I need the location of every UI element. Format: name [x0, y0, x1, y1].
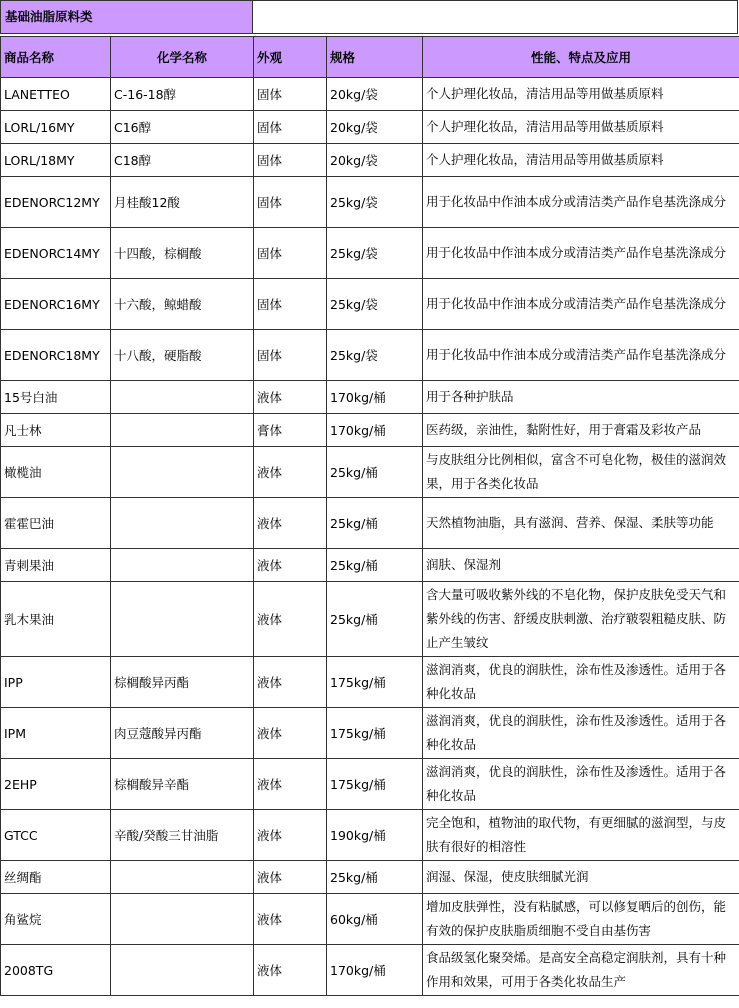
- cell-chem: C18醇: [111, 144, 254, 177]
- table-row: [1, 177, 739, 228]
- cell-chem: 十四酸，棕榈酸: [111, 228, 254, 279]
- cell-desc: 滋润消爽，优良的润肤性，涂布性及渗透性。适用于各种化妆品: [423, 708, 739, 759]
- cell-desc: 滋润消爽，优良的润肤性，涂布性及渗透性。适用于各种化妆品: [423, 759, 739, 810]
- cell-name: 乳木果油: [1, 582, 111, 657]
- table-row: [1, 447, 739, 498]
- cell-name: 丝绸酯: [1, 861, 111, 894]
- cell-desc: 与皮肤组分比例相似，富含不可皂化物，极佳的滋润效果，用于各类化妆品: [423, 447, 739, 498]
- cell-desc: 润肤、保湿剂: [423, 549, 739, 582]
- table-row: [1, 945, 739, 996]
- cell-desc: 用于化妆品中作油本成分或清洁类产品作皂基洗涤成分: [423, 177, 739, 228]
- cell-spec: 60kg/桶: [327, 894, 423, 945]
- cell-chem: 棕榈酸异丙酯: [111, 657, 254, 708]
- cell-name: 橄榄油: [1, 447, 111, 498]
- header-name: 商品名称: [1, 37, 111, 78]
- cell-look: 固体: [254, 228, 327, 279]
- cell-spec: 25kg/桶: [327, 549, 423, 582]
- cell-desc: 完全饱和，植物油的取代物，有更细腻的滋润型，与皮肤有很好的相溶性: [423, 810, 739, 861]
- cell-spec: 25kg/袋: [327, 330, 423, 381]
- cell-look: 膏体: [254, 414, 327, 447]
- header-desc: 性能、特点及应用: [423, 37, 739, 78]
- cell-look: 固体: [254, 279, 327, 330]
- cell-look: 固体: [254, 330, 327, 381]
- header-chem: 化学名称: [111, 37, 254, 78]
- cell-look: 液体: [254, 582, 327, 657]
- cell-chem: [111, 498, 254, 549]
- cell-name: 角鲨烷: [1, 894, 111, 945]
- cell-chem: 十八酸，硬脂酸: [111, 330, 254, 381]
- table-row: [1, 810, 739, 861]
- cell-desc: 用于化妆品中作油本成分或清洁类产品作皂基洗涤成分: [423, 279, 739, 330]
- cell-desc: 用于各种护肤品: [423, 381, 739, 414]
- table-row: [1, 582, 739, 657]
- table-row: [1, 78, 739, 111]
- table-row: [1, 708, 739, 759]
- cell-name: LORL/18MY: [1, 144, 111, 177]
- cell-spec: 175kg/桶: [327, 657, 423, 708]
- table-row: [1, 144, 739, 177]
- cell-name: IPP: [1, 657, 111, 708]
- cell-name: 凡士林: [1, 414, 111, 447]
- cell-name: 15号白油: [1, 381, 111, 414]
- cell-spec: 25kg/袋: [327, 228, 423, 279]
- cell-name: LANETTEO: [1, 78, 111, 111]
- cell-desc: 增加皮肤弹性，没有粘腻感，可以修复晒后的创伤，能有效的保护皮肤脂质细胞不受自由基伤害: [423, 894, 739, 945]
- cell-spec: 170kg/桶: [327, 945, 423, 996]
- table-row: [1, 861, 739, 894]
- cell-name: EDENORC18MY: [1, 330, 111, 381]
- cell-name: LORL/16MY: [1, 111, 111, 144]
- cell-name: 霍霍巴油: [1, 498, 111, 549]
- cell-chem: [111, 861, 254, 894]
- table-row: [1, 330, 739, 381]
- cell-chem: 棕榈酸异辛酯: [111, 759, 254, 810]
- cell-look: 液体: [254, 810, 327, 861]
- table-row: [1, 111, 739, 144]
- cell-name: EDENORC16MY: [1, 279, 111, 330]
- header-spec: 规格: [327, 37, 423, 78]
- cell-spec: 175kg/桶: [327, 708, 423, 759]
- cell-look: 液体: [254, 447, 327, 498]
- cell-chem: [111, 894, 254, 945]
- table-row: [1, 759, 739, 810]
- cell-spec: 25kg/桶: [327, 447, 423, 498]
- table-row: [1, 498, 739, 549]
- cell-look: 固体: [254, 144, 327, 177]
- cell-look: 液体: [254, 657, 327, 708]
- cell-name: IPM: [1, 708, 111, 759]
- cell-spec: 20kg/袋: [327, 111, 423, 144]
- cell-chem: 辛酸/癸酸三甘油脂: [111, 810, 254, 861]
- cell-desc: 个人护理化妆品，清洁用品等用做基质原料: [423, 144, 739, 177]
- cell-look: 液体: [254, 498, 327, 549]
- cell-chem: 十六酸，鲸蜡酸: [111, 279, 254, 330]
- cell-look: 液体: [254, 759, 327, 810]
- table-title: 基础油脂原料类: [1, 1, 253, 33]
- cell-name: EDENORC12MY: [1, 177, 111, 228]
- cell-chem: [111, 582, 254, 657]
- cell-spec: 175kg/桶: [327, 759, 423, 810]
- cell-spec: 25kg/袋: [327, 279, 423, 330]
- product-table: [0, 36, 739, 996]
- cell-spec: 170kg/桶: [327, 381, 423, 414]
- cell-chem: [111, 549, 254, 582]
- cell-desc: 个人护理化妆品，清洁用品等用做基质原料: [423, 78, 739, 111]
- cell-look: 液体: [254, 945, 327, 996]
- table-row: [1, 381, 739, 414]
- cell-spec: 20kg/袋: [327, 144, 423, 177]
- cell-desc: 含大量可吸收紫外线的不皂化物，保护皮肤免受天气和紫外线的伤害、舒缓皮肤刺激、治疗皲裂粗糙皮肤、防止产生皱纹: [423, 582, 739, 657]
- cell-desc: 用于化妆品中作油本成分或清洁类产品作皂基洗涤成分: [423, 330, 739, 381]
- cell-spec: 25kg/桶: [327, 582, 423, 657]
- header-look: 外观: [254, 37, 327, 78]
- cell-desc: 医药级，亲油性，黏附性好，用于膏霜及彩妆产品: [423, 414, 739, 447]
- cell-chem: 肉豆蔻酸异丙酯: [111, 708, 254, 759]
- cell-chem: 月桂酸12酸: [111, 177, 254, 228]
- table-row: [1, 414, 739, 447]
- cell-name: EDENORC14MY: [1, 228, 111, 279]
- cell-look: 液体: [254, 549, 327, 582]
- cell-desc: 用于化妆品中作油本成分或清洁类产品作皂基洗涤成分: [423, 228, 739, 279]
- table-row: [1, 894, 739, 945]
- cell-spec: 190kg/桶: [327, 810, 423, 861]
- cell-look: 固体: [254, 177, 327, 228]
- cell-chem: C16醇: [111, 111, 254, 144]
- table-row: [1, 549, 739, 582]
- cell-name: 2EHP: [1, 759, 111, 810]
- cell-look: 液体: [254, 894, 327, 945]
- cell-desc: 润湿、保湿，使皮肤细腻光润: [423, 861, 739, 894]
- table-row: [1, 657, 739, 708]
- cell-look: 固体: [254, 111, 327, 144]
- cell-chem: C-16-18醇: [111, 78, 254, 111]
- cell-spec: 20kg/袋: [327, 78, 423, 111]
- cell-look: 液体: [254, 381, 327, 414]
- cell-name: 青刺果油: [1, 549, 111, 582]
- cell-chem: [111, 945, 254, 996]
- cell-spec: 170kg/桶: [327, 414, 423, 447]
- cell-look: 固体: [254, 78, 327, 111]
- cell-spec: 25kg/桶: [327, 498, 423, 549]
- cell-chem: [111, 414, 254, 447]
- cell-spec: 25kg/桶: [327, 861, 423, 894]
- cell-spec: 25kg/袋: [327, 177, 423, 228]
- cell-look: 液体: [254, 861, 327, 894]
- cell-desc: 滋润消爽，优良的润肤性，涂布性及渗透性。适用于各种化妆品: [423, 657, 739, 708]
- cell-name: 2008TG: [1, 945, 111, 996]
- cell-desc: 天然植物油脂，具有滋润、营养、保湿、柔肤等功能: [423, 498, 739, 549]
- table-row: [1, 279, 739, 330]
- header-row: [1, 37, 739, 78]
- cell-chem: [111, 447, 254, 498]
- title-row: [0, 0, 738, 34]
- cell-desc: 个人护理化妆品，清洁用品等用做基质原料: [423, 111, 739, 144]
- cell-desc: 食品级氢化聚癸烯。是高安全高稳定润肤剂，具有十种作用和效果，可用于各类化妆品生产: [423, 945, 739, 996]
- cell-chem: [111, 381, 254, 414]
- cell-look: 液体: [254, 708, 327, 759]
- table-row: [1, 228, 739, 279]
- cell-name: GTCC: [1, 810, 111, 861]
